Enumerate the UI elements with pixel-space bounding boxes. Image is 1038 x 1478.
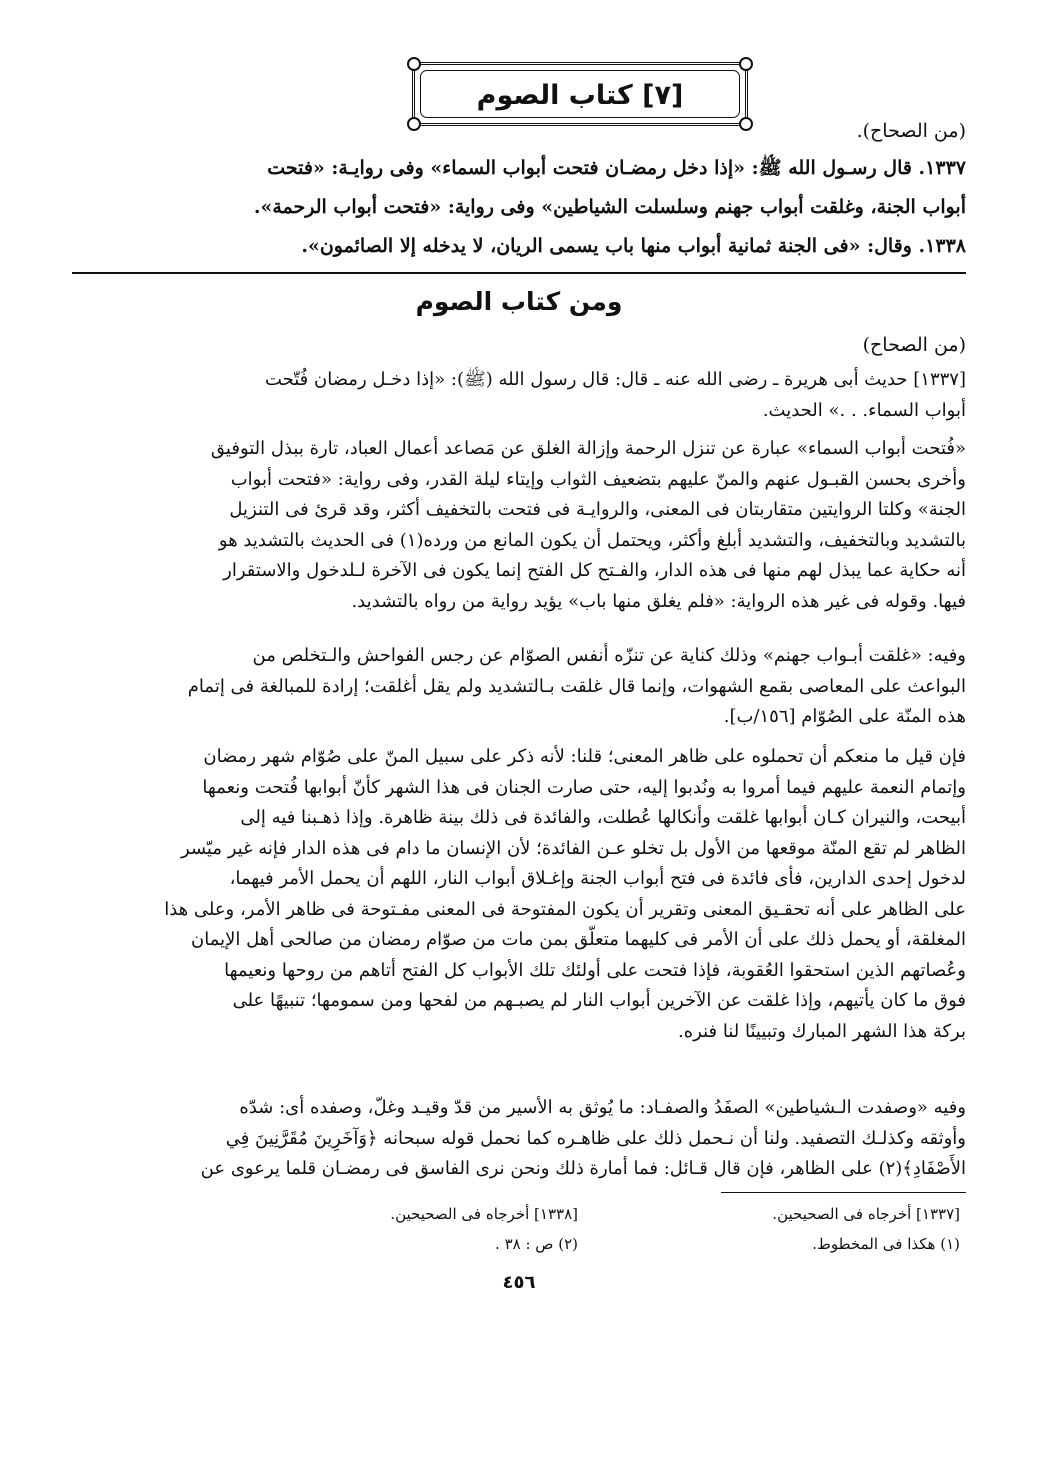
hadith-1338-line: ١٣٣٨. وقال: «فى الجنة ثمانية أبواب منها باب يسمى الريان، لا يدخله إلا الصائمون». (301, 235, 966, 257)
text-line: بركة هذا الشهر المبارك وتبيينًا لنا فنره. (678, 1020, 966, 1042)
text-line: وفيه «وصفدت الـشياطين» الصفَدُ والصفـاد: ما يُوثق به الأسير من قدّ وقيـد وغلّ، وصفده أى: شدّه (239, 1097, 966, 1118)
footnote-1337: [١٣٣٧] أخرجاه فى الصحيحين. (772, 1205, 960, 1223)
page-number: ٤٥٦ (502, 1272, 536, 1293)
commentary-title: ومن كتاب الصوم (415, 287, 623, 316)
text-line: المغلقة، أو يحمل ذلك على أن الأمر فى كليهما متعلّق بمن مات من صوّام رمضان من صالحى أهل الإيمان (190, 929, 966, 950)
text-line: أبواب السماء. . .» الحديث. (762, 399, 966, 421)
hadith-1337-line-2: أبواب الجنة، وغلقت أبواب جهنم وسلسلت الشياطين» وفى رواية: «فتحت أبواب الرحمة». (253, 196, 966, 218)
commentary-source-label: (من الصحاح) (862, 334, 966, 356)
section-divider (72, 272, 966, 274)
text-line: «فُتحت أبواب السماء» عبارة عن تنزل الرحمة وإزالة الغلق عن مَصاعد أعمال العباد، تارة ببذل التوفيق (210, 438, 966, 459)
text-line: وإتمام النعمة عليهم فيما أمروا به ونُدبوا إليه، حتى صارت الجنان فى هذا الشهر كأنّ أبوابها فُتحت ونعمها (202, 776, 966, 798)
footnote-1338: [١٣٣٨] أخرجاه فى الصحيحين. (390, 1205, 578, 1223)
paragraph-4 (72, 1093, 966, 1185)
text-line: هذه المنّة على الصُوّام [١٥٦/ب]. (723, 706, 966, 727)
text-line: [١٣٣٧] حديث أبى هريرة ـ رضى الله عنه ـ قال: قال رسول الله (ﷺ): «إذا دخـل رمضان فُتّحت (264, 369, 966, 390)
text-line: الظاهر لم تقع المنّة موقعها من الأول بل تخلو عـن الفائدة؛ لأن الإنسان ما دام فى هذه الدار فإنه غير ميّسر (180, 837, 966, 859)
text-line: الجنة» وكلتا الروايتين متقاربتان فى المعنى، والروايـة فى فتحت بالتخفيف أكثر، وقد قرئ فى التنزيل (229, 499, 966, 520)
footnote-1: (١) هكذا فى المخطوط. (812, 1235, 960, 1253)
source-label: (من الصحاح). (856, 120, 966, 142)
paragraph-2 (72, 641, 966, 733)
ref-1337-paragraph (72, 365, 966, 426)
text-line: أبيحت، والنيران كـان أبوابها غلقت وأنكالها عُطلت، والفائدة فى ذلك بينة ظاهرة. وإذا ذهـبنا فيه إلى (240, 807, 966, 828)
text-line: البواعث على المعاصى بقمع الشهوات، وإنما قال غلقت بـالتشديد ولم يقل أغلقت؛ إرادة للمبالغة فى إتمام (187, 675, 966, 697)
text-line: الأَصْفَادِ﴾(٢) على الظاهر، فإن قال قـائل: فما أمارة ذلك ونحن نرى الفاسق فى رمضـان قلما يرعوى عن (200, 1158, 966, 1179)
text-line: وأخرى بحسن القبـول عنهم والمنّ عليهم بتضعيف الثواب وإيتاء ليلة القدر، وفى رواية: «فتحت أبواب (230, 468, 966, 490)
text-line: بالتشديد وبالتخفيف، والتشديد أبلغ وأكثر، ويحتمل أن يكون المانع من ورده(١) فى الحديث بالتشديد هو (218, 529, 966, 551)
text-line: لدخول إحدى الدارين، فأى فائدة فى فتح أبواب الجنة وإغـلاق أبواب النار، اللهم أن يحمل الأمر فيهما، (229, 868, 966, 889)
text-line: فيها. وقوله فى غير هذه الرواية: «فلم يغلق منها باب» يؤيد رواية من رواه بالتشديد. (351, 590, 966, 612)
text-line: وفيه: «غلقت أبـواب جهنم» وذلك كناية عن تنزّه أنفس الصوّام عن رجس الفواحش والـتخلص من (252, 645, 966, 666)
text-line: على الظاهر على أنه تحقـيق المعنى وتقرير أن يكون المفتوحة فى المعنى مفـتوحة فى ظاهر الأمر، وعلى هذا (164, 898, 966, 920)
hadith-1337-line-1: ١٣٣٧. قال رسـول الله ﷺ: «إذا دخل رمضـان فتحت أبواب السماء» وفى روايـة: «فتحت (267, 157, 966, 179)
footnote-2: (٢) ص : ٣٨ . (495, 1235, 578, 1253)
text-line: وأوثقه وكذلـك التصفيد. ولنا أن نـحمل ذلك على ظاهـره كما نحمل قوله سبحانه ﴿وَآخَرِينَ مُقَرَّنِينَ فِي (225, 1127, 966, 1149)
text-line: فوق ما كان يأتيهم، وإذا غلقت عن الآخرين أبواب النار لم يصبـهم من لفحها ومن سمومها؛ تنبيهًا على (232, 990, 966, 1011)
text-line: فإن قيل ما منعكم أن تحملوه على ظاهر المعنى؛ قلنا: لأنه ذكر على سبيل المنّ على صُوّام شهر رمضان (203, 746, 966, 767)
chapter-title: [٧] كتاب الصوم (476, 80, 684, 111)
paragraph-1 (72, 434, 966, 617)
text-line: أنه حكاية عما يبذل لهم منها فى هذه الدار، والفـتح كل الفتح إنما يكون فى الآخرة لـلدخول والاستقرار (223, 560, 966, 581)
footnote-divider (721, 1192, 966, 1193)
text-line: وعُصاتهم الذين استحقوا العُقوبة، فإذا فتحت على أولئك تلك الأبواب كل الفتح أتاهم من روحها ونعيمها (224, 959, 966, 981)
paragraph-3 (72, 742, 966, 1047)
